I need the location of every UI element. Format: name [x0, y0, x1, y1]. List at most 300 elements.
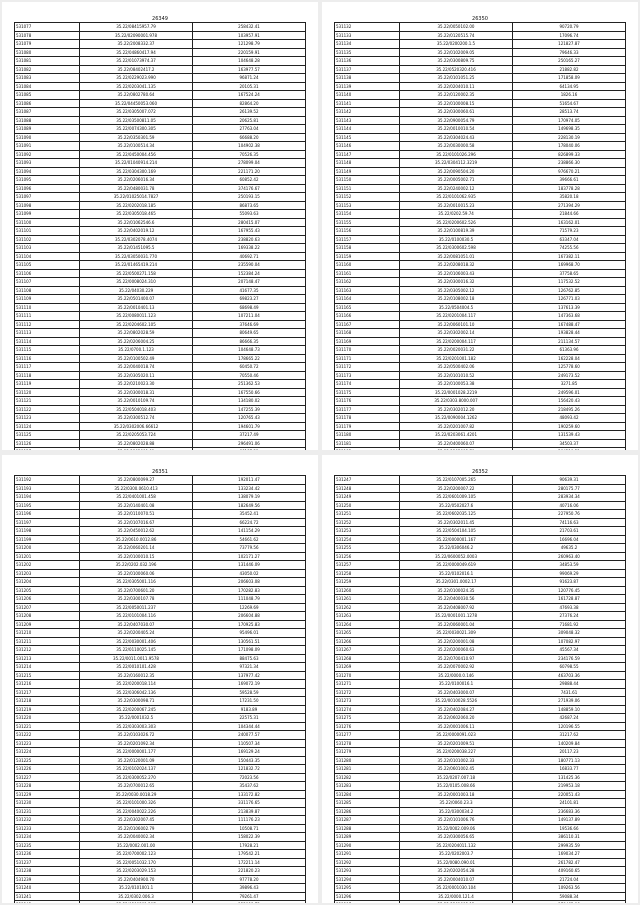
row-id-cell: 531083 [15, 74, 80, 83]
row-id-cell: 531134 [335, 40, 400, 49]
row-id-cell: 531234 [15, 833, 80, 842]
table-row [15, 108, 306, 117]
reference-cell: 35.22/0200007.22 [400, 484, 513, 493]
amount-cell: 296491.06 [192, 439, 305, 448]
table-row [335, 405, 626, 414]
reference-cell: 35.22/0201004.117 [400, 312, 513, 321]
reference-cell: 35.22/0203061.4201 [400, 431, 513, 440]
reference-cell: 35.22/0000001.167 [400, 535, 513, 544]
row-id-cell: 531123 [15, 414, 80, 423]
row-id-cell: 531194 [15, 493, 80, 502]
row-id-cell: 531146 [335, 142, 400, 151]
table-row [15, 620, 306, 629]
reference-cell: 35.22/0602035.125 [400, 510, 513, 519]
amount-cell: 41677.35 [192, 286, 305, 295]
amount-cell: 121832.72 [192, 765, 305, 774]
amount-cell: 104648.73 [192, 346, 305, 355]
row-id-cell: 531156 [335, 227, 400, 236]
row-id-cell: 531168 [335, 329, 400, 338]
reference-cell: 35.22/0060201.14 [80, 544, 193, 553]
amount-cell: 39666.61 [512, 176, 625, 185]
amount-cell: 133234.42 [192, 484, 305, 493]
amount-cell: 331176.65 [192, 799, 305, 808]
table-row [15, 176, 306, 185]
row-id-cell: 531175 [335, 388, 400, 397]
reference-cell: 35.22/0300018.31 [80, 388, 193, 397]
row-id-cell: 531289 [335, 833, 400, 842]
table-row [335, 748, 626, 757]
reference-cell [80, 448, 193, 451]
reference-cell: 35.22/0200602.526 [400, 218, 513, 227]
row-id-cell: 531120 [15, 388, 80, 397]
reference-cell: 35.22/0100053.38 [400, 380, 513, 389]
amount-cell: 16833.77 [512, 765, 625, 774]
reference-cell: 35.22/0100030.5 [400, 235, 513, 244]
reference-cell: 35.22/04860417.94 [80, 48, 193, 57]
amount-cell: 409160.65 [512, 867, 625, 876]
table-row [335, 320, 626, 329]
amount-cell: 102171.27 [192, 552, 305, 561]
amount-cell: 19536.66 [512, 824, 625, 833]
reference-cell: 35.22/0302078.4074 [80, 235, 193, 244]
table-row [335, 535, 626, 544]
amount-cell: 170282.83 [192, 586, 305, 595]
table-row [335, 363, 626, 372]
row-id-cell: 531232 [15, 816, 80, 825]
row-id-cell: 531169 [335, 337, 400, 346]
ledger-page-2 [322, 2, 638, 450]
table-row [15, 756, 306, 765]
reference-cell: 35.22/0504018.403 [80, 405, 193, 414]
table-row [335, 773, 626, 782]
row-id-cell: 531085 [15, 91, 80, 100]
reference-cell: 35.22/0010028.5526 [400, 697, 513, 706]
table-row [15, 329, 306, 338]
table-row [335, 337, 626, 346]
row-id-cell: 531225 [15, 756, 80, 765]
table-row [335, 578, 626, 587]
table-row [15, 476, 306, 485]
row-id-cell: 531133 [335, 31, 400, 40]
ledger-page-1 [2, 2, 318, 450]
row-id-cell: 531098 [15, 201, 80, 210]
reference-cell: 35.22/0100502.49 [80, 354, 193, 363]
amount-cell: 109263.56 [512, 884, 625, 893]
amount-cell: 147255.39 [192, 405, 305, 414]
row-id-cell: 531238 [15, 867, 80, 876]
table-row [15, 363, 306, 372]
amount-cell: 221820.23 [192, 867, 305, 876]
amount-cell: 27763.04 [192, 125, 305, 134]
table-row [15, 569, 306, 578]
reference-cell: 35.22/0008024.310 [80, 278, 193, 287]
amount-cell: 16696.04 [512, 535, 625, 544]
amount-cell: 63347.04 [512, 235, 625, 244]
reference-cell: 35.22/0060001.04 [400, 620, 513, 629]
reference-cell: 35.22/0100024.35 [400, 586, 513, 595]
row-id-cell: 531105 [15, 261, 80, 270]
table-row [15, 824, 306, 833]
row-id-cell: 531235 [15, 841, 80, 850]
row-id-cell: 531173 [335, 371, 400, 380]
reference-cell: 35.22/0102016.1 [400, 569, 513, 578]
row-id-cell: 531142 [335, 108, 400, 117]
reference-cell: 35.22/0700002.123 [80, 850, 193, 859]
reference-cell: 35.22/0040018.74 [80, 363, 193, 372]
amount-cell: 24101.81 [512, 799, 625, 808]
table-row [335, 714, 626, 723]
amount-cell: 120765.43 [192, 414, 305, 423]
amount-cell: 1826.16 [512, 91, 625, 100]
table-row [335, 210, 626, 219]
amount-cell: 131446.09 [192, 561, 305, 570]
row-id-cell: 531116 [15, 354, 80, 363]
table-row [15, 688, 306, 697]
table-row [335, 99, 626, 108]
table-row [335, 493, 626, 502]
table-row [15, 397, 306, 406]
table-row [335, 133, 626, 142]
reference-cell: 35.22/0100514.34 [80, 142, 193, 151]
table-row [15, 595, 306, 604]
table-row [15, 501, 306, 510]
table-row [15, 116, 306, 125]
table-row [335, 561, 626, 570]
amount-cell: 82864.20 [192, 99, 305, 108]
amount-cell: 40692.71 [192, 252, 305, 261]
table-row [15, 184, 306, 193]
reference-cell: 35.22/0305001.116 [80, 578, 193, 587]
row-id-cell: 531078 [15, 31, 80, 40]
row-id-cell: 531135 [335, 48, 400, 57]
row-id-cell: 531199 [15, 535, 80, 544]
row-id-cell: 531102 [15, 235, 80, 244]
amount-cell: 55093.63 [192, 210, 305, 219]
table-row [335, 167, 626, 176]
reference-cell: 35.22/0601009.105 [400, 493, 513, 502]
reference-cell: 35.22/0802780.64 [80, 91, 193, 100]
row-id-cell: 531159 [335, 252, 400, 261]
table-row [335, 414, 626, 423]
amount-cell: 258432.41 [192, 23, 305, 32]
table-row [335, 31, 626, 40]
reference-cell: 35.22/0305002.12 [400, 286, 513, 295]
reference-cell: 35.22/0101002.33 [400, 756, 513, 765]
reference-cell: 35.22/0300098.71 [80, 697, 193, 706]
reference-cell: 35.22/0305018.465 [80, 210, 193, 219]
reference-cell: 35.22/0202003.7 [400, 850, 513, 859]
table-row [15, 901, 306, 904]
reference-cell: 35.22/0304024.43 [400, 133, 513, 142]
reference-cell: 35.22/0300052.270 [80, 773, 193, 782]
reference-cell: 35.22/0001006.11 [400, 722, 513, 731]
row-id-cell: 531217 [15, 688, 80, 697]
table-row [335, 23, 626, 32]
amount-cell: 227950.76 [512, 510, 625, 519]
amount-cell: 21724.04 [512, 875, 625, 884]
row-id-cell: 531111 [15, 312, 80, 321]
table-row [335, 201, 626, 210]
table-row [15, 278, 306, 287]
reference-cell: 35.22/0010109.74 [80, 397, 193, 406]
amount-cell: 158022.39 [192, 833, 305, 842]
table-row [15, 790, 306, 799]
amount-cell: 79261.47 [192, 892, 305, 901]
reference-cell: 35.22/0350301.59 [80, 133, 193, 142]
row-id-cell: 531258 [335, 569, 400, 578]
table-row [335, 595, 626, 604]
amount-cell: 249596.01 [512, 388, 625, 397]
amount-cell: 150443.35 [192, 756, 305, 765]
row-id-cell: 531260 [335, 586, 400, 595]
reference-cell: 35.22/0300056.65 [400, 833, 513, 842]
table-row [335, 527, 626, 536]
amount-cell: 28513.74 [512, 108, 625, 117]
reference-cell: 35.22/0101010.52 [400, 371, 513, 380]
table-row [15, 493, 306, 502]
row-id-cell: 531158 [335, 244, 400, 253]
row-id-cell: 531270 [335, 671, 400, 680]
page-title: 26349 [152, 16, 168, 22]
reference-cell: 35.22/01073974.37 [80, 57, 193, 66]
table-row [15, 312, 306, 321]
amount-cell: 54661.62 [192, 535, 305, 544]
reference-cell: 35.22/0000091.023 [400, 731, 513, 740]
reference-cell: 35.22/0210023.30 [80, 380, 193, 389]
row-id-cell: 531227 [15, 773, 80, 782]
table-row [15, 637, 306, 646]
reference-cell: 35.22/0040022.226 [80, 807, 193, 816]
amount-cell: 169338.22 [192, 244, 305, 253]
reference-cell: 35.22/0300060.61 [400, 108, 513, 117]
reference-cell: 35.22/0302006.66612 [80, 422, 193, 431]
reference-cell: 35.22/0090004.1262 [400, 414, 513, 423]
amount-cell: 69823.27 [192, 295, 305, 304]
amount-cell: 131425.36 [512, 773, 625, 782]
table-row [15, 867, 306, 876]
amount-cell: 20117.23 [512, 748, 625, 757]
row-id-cell: 531230 [15, 799, 80, 808]
amount-cell: 194601.79 [192, 422, 305, 431]
row-id-cell: 531147 [335, 150, 400, 159]
table-row [15, 850, 306, 859]
table-row [15, 782, 306, 791]
row-id-cell: 531125 [15, 431, 80, 440]
reference-cell [80, 901, 193, 904]
row-id-cell: 531276 [335, 722, 400, 731]
row-id-cell: 531101 [15, 227, 80, 236]
row-id-cell: 531160 [335, 261, 400, 270]
table-row [335, 371, 626, 380]
amount-cell: 218495.26 [512, 405, 625, 414]
amount-cell: 107082.97 [512, 637, 625, 646]
amount-cell: 37217.49 [192, 431, 305, 440]
reference-cell: 35.22/0200405.24 [80, 629, 193, 638]
table-row [335, 346, 626, 355]
row-id-cell: 531285 [335, 799, 400, 808]
row-id-cell: 531151 [335, 184, 400, 193]
table-row [15, 833, 306, 842]
reference-cell: 35.22/0002.009.06 [400, 824, 513, 833]
reference-cell: 35.22/0504004.5 [400, 303, 513, 312]
row-id-cell: 531132 [335, 23, 400, 32]
row-id-cell: 531259 [335, 578, 400, 587]
amount-cell: 97321.34 [192, 663, 305, 672]
table-row [335, 612, 626, 621]
row-id-cell: 531155 [335, 218, 400, 227]
reference-cell: 35.22/0030001.406 [80, 637, 193, 646]
ledger-page-4 [322, 455, 638, 903]
table-row [335, 82, 626, 91]
amount-cell: 35820.18 [512, 193, 625, 202]
table-row [335, 722, 626, 731]
row-id-cell: 531094 [15, 167, 80, 176]
table-row [15, 739, 306, 748]
row-id-cell: 531171 [335, 354, 400, 363]
table-row [335, 227, 626, 236]
amount-cell [512, 901, 625, 904]
reference-cell: 35.22/0404900.70 [80, 875, 193, 884]
reference-cell: 35.22/08402417.2 [80, 65, 193, 74]
row-id-cell: 531255 [335, 544, 400, 553]
amount-cell: 107211.04 [192, 312, 305, 321]
row-id-cell: 531293 [335, 867, 400, 876]
table-row [335, 422, 626, 431]
row-id-cell: 531084 [15, 82, 80, 91]
reference-cell: 35.22/03050031.770 [80, 252, 193, 261]
table-row [15, 99, 306, 108]
amount-cell: 180771.13 [512, 756, 625, 765]
row-id-cell: 531113 [15, 329, 80, 338]
row-id-cell: 531250 [335, 501, 400, 510]
row-id-cell: 531239 [15, 875, 80, 884]
reference-cell: 35.22/0120002.35 [400, 91, 513, 100]
reference-cell: 35.22/0120001.09 [80, 756, 193, 765]
amount-cell: 72023.56 [192, 773, 305, 782]
reference-cell: 35.22/0300.0610.413 [80, 484, 193, 493]
row-id-cell: 531268 [335, 654, 400, 663]
reference-cell: 35.22/0100010.15 [80, 552, 193, 561]
row-id-cell: 531178 [335, 414, 400, 423]
table-row [15, 210, 306, 219]
amount-cell: 463703.36 [512, 671, 625, 680]
reference-cell: 35.22/0001032.5 [80, 714, 193, 723]
row-id-cell: 531279 [335, 748, 400, 757]
table-row [335, 892, 626, 901]
reference-cell: 35.22/0301.0002.17 [400, 578, 513, 587]
table-row [335, 756, 626, 765]
reference-cell: 35.22/02090001.978 [80, 31, 193, 40]
reference-cell: 35.22/0205053.724 [80, 431, 193, 440]
amount-cell: 250165.27 [512, 57, 625, 66]
table-row [335, 176, 626, 185]
amount-cell: 126762.85 [512, 286, 625, 295]
row-id-cell: 531153 [335, 201, 400, 210]
row-id-cell: 531137 [335, 65, 400, 74]
reference-cell: 35.22/0200200.1.5 [400, 40, 513, 49]
amount-cell: 386110.31 [512, 833, 625, 842]
table-row [335, 637, 626, 646]
table-row [335, 354, 626, 363]
table-row [335, 875, 626, 884]
amount-cell: 37758.65 [512, 269, 625, 278]
row-id-cell: 531210 [15, 629, 80, 638]
row-id-cell: 531295 [335, 884, 400, 893]
table-row [15, 765, 306, 774]
row-id-cell: 531221 [15, 722, 80, 731]
amount-cell: 130561.51 [192, 637, 305, 646]
amount-cell: 152384.24 [192, 269, 305, 278]
amount-cell: 169072.19 [192, 680, 305, 689]
table-row [15, 261, 306, 270]
table-row [15, 303, 306, 312]
amount-cell: 9183.89 [192, 705, 305, 714]
row-id-cell: 531288 [335, 824, 400, 833]
table-row [15, 654, 306, 663]
row-id-cell: 531087 [15, 108, 80, 117]
reference-cell: 35.22/0200004.117 [400, 337, 513, 346]
amount-cell: 213839.87 [192, 807, 305, 816]
table-row [15, 159, 306, 168]
table-row [335, 431, 626, 440]
reference-cell: 35.22/0800099.27 [80, 476, 193, 485]
table-row [335, 799, 626, 808]
table-row [335, 518, 626, 527]
amount-cell: 240077.57 [192, 731, 305, 740]
amount-cell: 66688.20 [192, 133, 305, 142]
row-id-cell: 531126 [15, 439, 80, 448]
reference-cell: 35.22/0200001.08 [400, 637, 513, 646]
reference-cell: 35.22/0200018.114 [80, 680, 193, 689]
reference-cell: 35.22/0102009.05 [400, 48, 513, 57]
amount-cell: 20625.81 [192, 116, 305, 125]
amount-cell: 183778.28 [512, 184, 625, 193]
amount-cell: 48093.42 [512, 414, 625, 423]
row-id-cell: 531140 [335, 91, 400, 100]
table-row [335, 688, 626, 697]
row-id-cell: 531208 [15, 612, 80, 621]
row-id-cell: 531211 [15, 637, 80, 646]
reference-cell: 35.22/04450053.060 [80, 99, 193, 108]
amount-cell: 149137.89 [512, 816, 625, 825]
row-id-cell: 531294 [335, 875, 400, 884]
reference-cell: 35.22/0303.8000.007 [400, 397, 513, 406]
page-title: 26351 [152, 469, 168, 475]
row-id-cell: 531082 [15, 65, 80, 74]
table-row [335, 295, 626, 304]
row-id-cell: 531277 [335, 731, 400, 740]
row-id-cell [335, 448, 400, 451]
reference-cell: 35.22/0304300.169 [80, 167, 193, 176]
table-row [15, 431, 306, 440]
ledger-table [334, 22, 626, 450]
table-row [15, 82, 306, 91]
row-id-cell: 531180 [335, 431, 400, 440]
amount-cell: 141154.29 [192, 527, 305, 536]
reference-cell: 35.22/01025014.7827 [80, 193, 193, 202]
table-row [335, 193, 626, 202]
reference-cell: 35.22/0240002.12 [400, 184, 513, 193]
ledger-table [14, 22, 306, 450]
row-id-cell: 531278 [335, 739, 400, 748]
table-row [15, 422, 306, 431]
reference-cell: 35.22/0802028.88 [80, 439, 193, 448]
reference-cell: 35.22/0101001.1 [80, 884, 193, 893]
amount-cell: 170925.83 [192, 620, 305, 629]
reference-cell: 35.22/0000.0.146 [400, 671, 513, 680]
reference-cell: 35.22/0402019.12 [80, 227, 193, 236]
table-row [335, 816, 626, 825]
